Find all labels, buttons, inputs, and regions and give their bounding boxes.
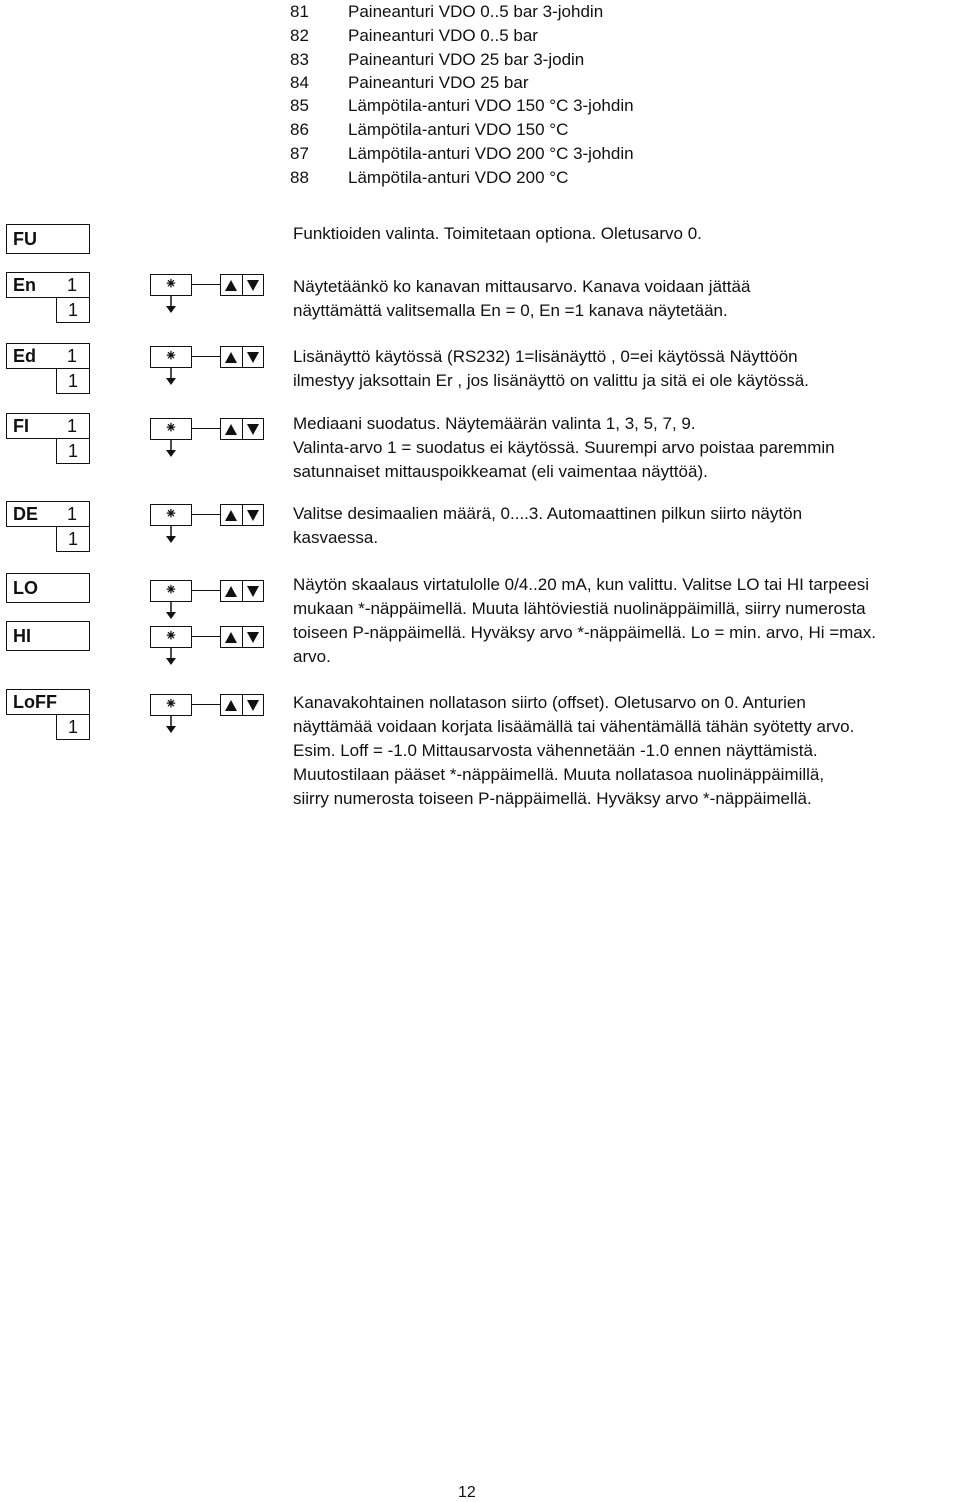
sensor-name: Lämpötila-anturi VDO 200 °C	[348, 168, 569, 187]
up-arrow-key[interactable]	[221, 275, 242, 295]
star-key[interactable]	[150, 580, 192, 602]
param-description-fu	[293, 222, 958, 246]
up-arrow-icon	[225, 700, 237, 711]
arrow-keys[interactable]	[220, 418, 264, 440]
sensor-row	[290, 24, 538, 48]
sensor-name: Lämpötila-anturi VDO 150 °C	[348, 120, 569, 139]
description-line: Esim. Loff = -1.0 Mittausarvosta vähennetään -1.0 ennen näyttämistä.	[293, 741, 818, 760]
param-value: 1	[66, 275, 77, 295]
star-key[interactable]	[150, 504, 192, 526]
sensor-row	[290, 71, 529, 95]
connector-line	[192, 704, 220, 705]
up-arrow-key[interactable]	[221, 347, 242, 367]
param-subvalue-de: 1	[56, 527, 90, 552]
connector-line	[192, 284, 220, 285]
param-label: FI	[13, 416, 29, 436]
description-line: näyttämättä valitsemalla En = 0, En =1 kanava näytetään.	[293, 301, 728, 320]
sensor-name: Paineanturi VDO 0..5 bar	[348, 26, 538, 45]
param-description-fi	[293, 412, 958, 484]
param-description-ed	[293, 345, 958, 393]
star-icon: ⁕	[164, 420, 178, 437]
arrow-keys[interactable]	[220, 626, 264, 648]
param-label: HI	[13, 626, 31, 646]
param-label: FU	[13, 229, 37, 249]
param-display-hi	[6, 621, 90, 651]
param-description-de	[293, 502, 958, 550]
description-line: Lisänäyttö käytössä (RS232) 1=lisänäyttö , 0=ei käytössä Näyttöön	[293, 347, 798, 366]
arrow-keys[interactable]	[220, 346, 264, 368]
down-arrow-icon	[247, 586, 259, 597]
down-arrow-icon	[247, 632, 259, 643]
connector-line	[192, 590, 220, 591]
param-display-fi	[6, 413, 90, 439]
up-arrow-key[interactable]	[221, 581, 242, 601]
description-line: Valinta-arvo 1 = suodatus ei käytössä. Suurempi arvo poistaa paremmin	[293, 438, 835, 457]
param-display-de	[6, 501, 90, 527]
star-icon: ⁕	[164, 582, 178, 599]
page-number: 12	[458, 1484, 476, 1501]
description-line: näyttämää voidaan korjata lisäämällä tai vähentämällä tähän syötetty arvo.	[293, 717, 855, 736]
up-arrow-key[interactable]	[221, 419, 242, 439]
param-description-lo-hi	[293, 573, 958, 669]
down-arrow-key[interactable]	[242, 505, 264, 525]
down-arrow-key[interactable]	[242, 581, 264, 601]
param-display-fu	[6, 224, 90, 254]
star-icon: ⁕	[164, 696, 178, 713]
description-line: Mediaani suodatus. Näytemäärän valinta 1, 3, 5, 7, 9.	[293, 414, 696, 433]
connector-line	[192, 428, 220, 429]
star-key[interactable]	[150, 694, 192, 716]
star-icon: ⁕	[164, 628, 178, 645]
up-arrow-icon	[225, 352, 237, 363]
description-line: mukaan *-näppäimellä. Muuta lähtöviestiä nuolinäppäimillä, siirry numerosta	[293, 599, 866, 618]
down-arrow-key[interactable]	[242, 419, 264, 439]
connector-line	[192, 636, 220, 637]
param-subvalue-ed: 1	[56, 369, 90, 394]
description-line: toiseen P-näppäimellä. Hyväksy arvo *-näppäimellä. Lo = min. arvo, Hi =max.	[293, 623, 876, 642]
down-arrow-icon	[247, 510, 259, 521]
down-arrow-icon	[247, 700, 259, 711]
up-arrow-key[interactable]	[221, 695, 242, 715]
arrow-keys[interactable]	[220, 274, 264, 296]
sensor-row	[290, 118, 568, 142]
param-label: Ed	[13, 346, 37, 366]
param-display-en	[6, 272, 90, 298]
arrow-keys[interactable]	[220, 694, 264, 716]
sensor-code: 86	[290, 120, 309, 139]
param-display-ed	[6, 343, 90, 369]
param-subvalue-loff: 1	[56, 715, 90, 740]
up-arrow-icon	[225, 510, 237, 521]
param-label: LO	[13, 578, 38, 598]
param-value: 1	[66, 416, 77, 436]
sensor-name: Paineanturi VDO 0..5 bar 3-johdin	[348, 2, 604, 21]
description-line: Kanavakohtainen nollatason siirto (offset). Oletusarvo on 0. Anturien	[293, 693, 806, 712]
sensor-name: Lämpötila-anturi VDO 200 °C 3-johdin	[348, 144, 634, 163]
sensor-name: Paineanturi VDO 25 bar	[348, 73, 529, 92]
up-arrow-icon	[225, 280, 237, 291]
down-arrow-key[interactable]	[242, 275, 264, 295]
sensor-code: 85	[290, 96, 309, 115]
up-arrow-icon	[225, 586, 237, 597]
star-icon: ⁕	[164, 348, 178, 365]
sensor-row	[290, 142, 634, 166]
sensor-row	[290, 166, 568, 190]
sensor-code: 88	[290, 168, 309, 187]
down-arrow-key[interactable]	[242, 347, 264, 367]
param-label: DE	[13, 504, 39, 524]
next-step-arrow-icon	[164, 602, 178, 620]
sensor-code: 87	[290, 144, 309, 163]
down-arrow-icon	[247, 424, 259, 435]
description-line: Näytön skaalaus virtatulolle 0/4..20 mA, kun valittu. Valitse LO tai HI tarpeesi	[293, 575, 870, 594]
description-line: arvo.	[293, 647, 331, 666]
next-step-arrow-icon	[164, 716, 178, 734]
up-arrow-key[interactable]	[221, 505, 242, 525]
star-key[interactable]	[150, 418, 192, 440]
next-step-arrow-icon	[164, 648, 178, 666]
param-value: 1	[66, 346, 77, 366]
down-arrow-key[interactable]	[242, 695, 264, 715]
param-description-loff	[293, 691, 958, 811]
next-step-arrow-icon	[164, 526, 178, 544]
down-arrow-icon	[247, 280, 259, 291]
connector-line	[192, 514, 220, 515]
arrow-keys[interactable]	[220, 504, 264, 526]
param-value: 1	[66, 504, 77, 524]
up-arrow-icon	[225, 632, 237, 643]
param-display-lo	[6, 573, 90, 603]
star-key[interactable]	[150, 626, 192, 648]
next-step-arrow-icon	[164, 440, 178, 458]
next-step-arrow-icon	[164, 296, 178, 314]
down-arrow-key[interactable]	[242, 627, 264, 647]
sensor-row	[290, 48, 584, 72]
star-icon: ⁕	[164, 276, 178, 293]
param-description-en	[293, 275, 958, 323]
sensor-name: Paineanturi VDO 25 bar 3-jodin	[348, 50, 585, 69]
description-line: satunnaiset mittauspoikkeamat (eli vaimentaa näyttöä).	[293, 462, 708, 481]
star-icon: ⁕	[164, 506, 178, 523]
sensor-row	[290, 0, 603, 24]
sensor-code: 83	[290, 50, 309, 69]
sensor-row	[290, 94, 634, 118]
star-key[interactable]	[150, 346, 192, 368]
param-subvalue-fi: 1	[56, 439, 90, 464]
description-line: Valitse desimaalien määrä, 0....3. Automaattinen pilkun siirto näytön	[293, 504, 803, 523]
sensor-name: Lämpötila-anturi VDO 150 °C 3-johdin	[348, 96, 634, 115]
param-label: En	[13, 275, 37, 295]
connector-line	[192, 356, 220, 357]
sensor-code: 81	[290, 2, 309, 21]
description-line: kasvaessa.	[293, 528, 379, 547]
next-step-arrow-icon	[164, 368, 178, 386]
description-line: Muutostilaan pääset *-näppäimellä. Muuta nollatasoa nuolinäppäimillä,	[293, 765, 825, 784]
param-display-loff	[6, 689, 90, 715]
description-line: ilmestyy jaksottain Er , jos lisänäyttö on valittu ja sitä ei ole käytössä.	[293, 371, 809, 390]
param-label: LoFF	[13, 692, 57, 712]
star-key[interactable]	[150, 274, 192, 296]
arrow-keys[interactable]	[220, 580, 264, 602]
up-arrow-key[interactable]	[221, 627, 242, 647]
description-line: siirry numerosta toiseen P-näppäimellä. Hyväksy arvo *-näppäimellä.	[293, 789, 812, 808]
sensor-code: 82	[290, 26, 309, 45]
up-arrow-icon	[225, 424, 237, 435]
description-line: Näytetäänkö ko kanavan mittausarvo. Kanava voidaan jättää	[293, 277, 751, 296]
param-subvalue-en: 1	[56, 298, 90, 323]
description-line: Funktioiden valinta. Toimitetaan optiona. Oletusarvo 0.	[293, 224, 702, 243]
down-arrow-icon	[247, 352, 259, 363]
sensor-code: 84	[290, 73, 309, 92]
